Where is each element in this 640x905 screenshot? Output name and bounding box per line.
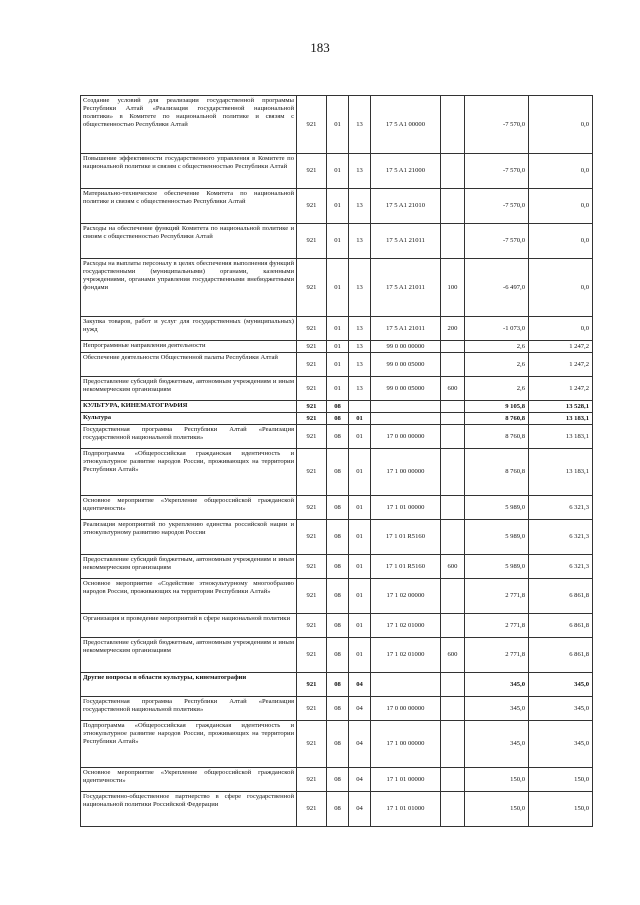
- row-amount-year2: 0,0: [529, 154, 593, 189]
- row-subsection-code: 13: [349, 224, 371, 259]
- row-target-article: 17 1 00 00000: [371, 721, 441, 768]
- row-subsection-code: 13: [349, 259, 371, 317]
- row-amount-year1: 345,0: [465, 673, 529, 697]
- row-name: Культура: [81, 413, 297, 425]
- table-row: [81, 353, 593, 377]
- row-section-code: 08: [327, 614, 349, 638]
- row-name: Другие вопросы в области культуры, кинематографии: [81, 673, 297, 697]
- row-section-code: 08: [327, 401, 349, 413]
- row-expense-type: [441, 673, 465, 697]
- row-target-article: 17 1 02 01000: [371, 638, 441, 673]
- row-ved-code: 921: [297, 401, 327, 413]
- row-target-article: 99 0 00 05000: [371, 377, 441, 401]
- row-amount-year1: 8 760,8: [465, 413, 529, 425]
- row-amount-year2: 6 861,8: [529, 638, 593, 673]
- row-subsection-code: 04: [349, 768, 371, 792]
- table-row: [81, 224, 593, 259]
- row-amount-year1: 5 989,0: [465, 520, 529, 555]
- row-expense-type: 600: [441, 377, 465, 401]
- table-row: [81, 520, 593, 555]
- row-expense-type: 200: [441, 317, 465, 341]
- row-expense-type: [441, 154, 465, 189]
- table-row: [81, 555, 593, 579]
- row-expense-type: 100: [441, 259, 465, 317]
- row-subsection-code: 13: [349, 341, 371, 353]
- row-subsection-code: 04: [349, 697, 371, 721]
- row-name: Материально-техническое обеспечение Комитета по национальной политике и связям с общественностью Республики Алтай: [81, 189, 297, 224]
- table-row: [81, 425, 593, 449]
- row-section-code: 01: [327, 224, 349, 259]
- row-expense-type: [441, 721, 465, 768]
- row-amount-year2: 345,0: [529, 721, 593, 768]
- row-name: Государственная программа Республики Алтай «Реализация государственной национальной политики»: [81, 697, 297, 721]
- row-expense-type: [441, 792, 465, 827]
- row-section-code: 01: [327, 189, 349, 224]
- row-amount-year1: 345,0: [465, 697, 529, 721]
- row-ved-code: 921: [297, 259, 327, 317]
- row-section-code: 01: [327, 154, 349, 189]
- row-amount-year2: 0,0: [529, 259, 593, 317]
- row-name: Расходы на выплаты персоналу в целях обеспечения выполнения функций государственными (муниципальными) органами, казенными учреждениями, органами управления государственными внебюджетными фондами: [81, 259, 297, 317]
- table-row: [81, 496, 593, 520]
- row-section-code: 08: [327, 721, 349, 768]
- row-ved-code: 921: [297, 154, 327, 189]
- row-amount-year2: 0,0: [529, 317, 593, 341]
- row-subsection-code: 04: [349, 792, 371, 827]
- row-expense-type: [441, 353, 465, 377]
- row-name: Предоставление субсидий бюджетным, автономным учреждениям и иным некоммерческим организациям: [81, 638, 297, 673]
- row-name: Непрограммные направления деятельности: [81, 341, 297, 353]
- row-target-article: [371, 401, 441, 413]
- table-row: [81, 768, 593, 792]
- row-expense-type: [441, 520, 465, 555]
- row-target-article: 17 0 00 00000: [371, 425, 441, 449]
- row-section-code: 08: [327, 496, 349, 520]
- row-name: Подпрограмма «Общероссийская гражданская идентичность и этнокультурное развитие народов России, проживающих на территории Республики Алтай»: [81, 721, 297, 768]
- row-subsection-code: [349, 401, 371, 413]
- row-ved-code: 921: [297, 579, 327, 614]
- row-amount-year2: 6 861,8: [529, 614, 593, 638]
- row-amount-year2: 13 528,1: [529, 401, 593, 413]
- table-row: [81, 792, 593, 827]
- row-name: Подпрограмма «Общероссийская гражданская идентичность и этнокультурное развитие народов России, проживающих на территории Республики Алтай»: [81, 449, 297, 496]
- row-target-article: [371, 673, 441, 697]
- row-amount-year2: 13 183,1: [529, 449, 593, 496]
- table-row: [81, 377, 593, 401]
- row-subsection-code: 01: [349, 638, 371, 673]
- row-name: Повышение эффективности государственного управления в Комитете по национальной политике и связям с общественностью Республики Алтай: [81, 154, 297, 189]
- row-amount-year2: 13 183,1: [529, 413, 593, 425]
- row-expense-type: 600: [441, 555, 465, 579]
- row-ved-code: 921: [297, 96, 327, 154]
- row-amount-year1: 9 105,8: [465, 401, 529, 413]
- row-amount-year2: 345,0: [529, 673, 593, 697]
- row-target-article: 17 5 A1 21011: [371, 317, 441, 341]
- budget-table: [80, 95, 593, 827]
- row-target-article: 99 0 00 00000: [371, 341, 441, 353]
- row-expense-type: [441, 768, 465, 792]
- row-amount-year1: 2,6: [465, 353, 529, 377]
- table-row: [81, 413, 593, 425]
- row-subsection-code: 01: [349, 425, 371, 449]
- page-number: 183: [310, 40, 330, 55]
- row-subsection-code: 01: [349, 496, 371, 520]
- row-ved-code: 921: [297, 353, 327, 377]
- table-row: [81, 401, 593, 413]
- table-row: [81, 154, 593, 189]
- row-expense-type: [441, 449, 465, 496]
- row-section-code: 01: [327, 377, 349, 401]
- row-subsection-code: 01: [349, 555, 371, 579]
- row-target-article: 17 1 02 00000: [371, 579, 441, 614]
- row-amount-year2: 6 321,3: [529, 520, 593, 555]
- row-amount-year1: 2 771,8: [465, 614, 529, 638]
- row-name: Предоставление субсидий бюджетным, автономным учреждениям и иным некоммерческим организациям: [81, 377, 297, 401]
- row-subsection-code: 13: [349, 189, 371, 224]
- row-target-article: 17 1 01 01000: [371, 792, 441, 827]
- table-row: [81, 697, 593, 721]
- row-expense-type: [441, 413, 465, 425]
- row-subsection-code: 13: [349, 96, 371, 154]
- row-name: КУЛЬТУРА, КИНЕМАТОГРАФИЯ: [81, 401, 297, 413]
- row-amount-year2: 6 861,8: [529, 579, 593, 614]
- row-target-article: 17 5 A1 21010: [371, 189, 441, 224]
- row-section-code: 08: [327, 673, 349, 697]
- row-amount-year2: 345,0: [529, 697, 593, 721]
- row-name: Основное мероприятие «Укрепление общероссийской гражданской идентичности»: [81, 496, 297, 520]
- row-ved-code: 921: [297, 496, 327, 520]
- row-section-code: 08: [327, 425, 349, 449]
- row-section-code: 01: [327, 317, 349, 341]
- row-name: Создание условий для реализации государственной программы Республики Алтай «Реализация государственной национальной политики» в Комитете по национальной политике и связям с общественностью Республики Алтай: [81, 96, 297, 154]
- row-amount-year1: 5 989,0: [465, 496, 529, 520]
- row-section-code: 01: [327, 353, 349, 377]
- row-section-code: 08: [327, 638, 349, 673]
- row-subsection-code: 13: [349, 154, 371, 189]
- row-subsection-code: 01: [349, 449, 371, 496]
- row-ved-code: 921: [297, 792, 327, 827]
- row-amount-year1: 150,0: [465, 768, 529, 792]
- table-row: [81, 259, 593, 317]
- table-row: [81, 638, 593, 673]
- row-target-article: 17 5 A1 21011: [371, 259, 441, 317]
- row-ved-code: 921: [297, 224, 327, 259]
- row-ved-code: 921: [297, 449, 327, 496]
- table-row: [81, 614, 593, 638]
- row-ved-code: 921: [297, 555, 327, 579]
- row-target-article: 17 0 00 00000: [371, 697, 441, 721]
- row-amount-year1: 8 760,8: [465, 449, 529, 496]
- row-section-code: 08: [327, 449, 349, 496]
- row-section-code: 08: [327, 768, 349, 792]
- row-ved-code: 921: [297, 697, 327, 721]
- row-amount-year2: 0,0: [529, 224, 593, 259]
- row-amount-year2: 6 321,3: [529, 555, 593, 579]
- row-subsection-code: 13: [349, 317, 371, 341]
- row-target-article: 17 1 01 00000: [371, 768, 441, 792]
- row-target-article: 17 1 01 00000: [371, 496, 441, 520]
- row-expense-type: [441, 496, 465, 520]
- row-expense-type: 600: [441, 638, 465, 673]
- row-target-article: 99 0 00 05000: [371, 353, 441, 377]
- row-subsection-code: 01: [349, 520, 371, 555]
- row-target-article: 17 5 A1 21000: [371, 154, 441, 189]
- table-row: [81, 579, 593, 614]
- row-name: Обеспечение деятельности Общественной палаты Республики Алтай: [81, 353, 297, 377]
- row-amount-year1: 8 760,8: [465, 425, 529, 449]
- row-name: Государственная программа Республики Алтай «Реализация государственной национальной политики»: [81, 425, 297, 449]
- row-subsection-code: 01: [349, 614, 371, 638]
- row-amount-year2: 150,0: [529, 768, 593, 792]
- row-section-code: 01: [327, 96, 349, 154]
- row-ved-code: 921: [297, 341, 327, 353]
- row-amount-year1: 2 771,8: [465, 579, 529, 614]
- row-ved-code: 921: [297, 721, 327, 768]
- row-ved-code: 921: [297, 673, 327, 697]
- row-amount-year1: -7 570,0: [465, 96, 529, 154]
- row-amount-year2: 0,0: [529, 189, 593, 224]
- row-target-article: 17 5 A1 00000: [371, 96, 441, 154]
- row-expense-type: [441, 614, 465, 638]
- row-amount-year1: 345,0: [465, 721, 529, 768]
- row-name: Реализация мероприятий по укреплению единства российской нации и этнокультурному развитию народов России: [81, 520, 297, 555]
- row-name: Закупка товаров, работ и услуг для государственных (муниципальных) нужд: [81, 317, 297, 341]
- row-amount-year1: 150,0: [465, 792, 529, 827]
- row-expense-type: [441, 189, 465, 224]
- row-section-code: 01: [327, 341, 349, 353]
- row-name: Государственно-общественное партнерство в сфере государственной национальной политики Российской Федерации: [81, 792, 297, 827]
- row-target-article: 17 1 01 R5160: [371, 520, 441, 555]
- row-expense-type: [441, 697, 465, 721]
- row-section-code: 01: [327, 259, 349, 317]
- row-amount-year1: 2 771,8: [465, 638, 529, 673]
- row-section-code: 08: [327, 697, 349, 721]
- row-amount-year2: 6 321,3: [529, 496, 593, 520]
- row-target-article: 17 1 00 00000: [371, 449, 441, 496]
- row-ved-code: 921: [297, 189, 327, 224]
- row-ved-code: 921: [297, 768, 327, 792]
- row-section-code: 08: [327, 413, 349, 425]
- row-expense-type: [441, 224, 465, 259]
- row-expense-type: [441, 425, 465, 449]
- row-subsection-code: 13: [349, 353, 371, 377]
- row-amount-year2: 1 247,2: [529, 377, 593, 401]
- row-amount-year1: -7 570,0: [465, 189, 529, 224]
- row-expense-type: [441, 401, 465, 413]
- row-target-article: 17 1 01 R5160: [371, 555, 441, 579]
- row-name: Предоставление субсидий бюджетным, автономным учреждениям и иным некоммерческим организациям: [81, 555, 297, 579]
- row-amount-year1: -7 570,0: [465, 224, 529, 259]
- table-row: [81, 341, 593, 353]
- row-name: Основное мероприятие «Укрепление общероссийской гражданской идентичности»: [81, 768, 297, 792]
- row-ved-code: 921: [297, 425, 327, 449]
- table-row: [81, 317, 593, 341]
- row-target-article: 17 5 A1 21011: [371, 224, 441, 259]
- row-amount-year2: 0,0: [529, 96, 593, 154]
- row-target-article: [371, 413, 441, 425]
- table-row: [81, 449, 593, 496]
- table-row: [81, 189, 593, 224]
- row-amount-year1: 5 989,0: [465, 555, 529, 579]
- row-name: Основное мероприятие «Содействие этнокультурному многообразию народов России, проживающих на территории Республики Алтай»: [81, 579, 297, 614]
- row-subsection-code: 04: [349, 673, 371, 697]
- row-expense-type: [441, 341, 465, 353]
- row-ved-code: 921: [297, 317, 327, 341]
- table-row: [81, 721, 593, 768]
- row-name: Расходы на обеспечение функций Комитета по национальной политике и связям с общественностью Республики Алтай: [81, 224, 297, 259]
- row-amount-year1: -7 570,0: [465, 154, 529, 189]
- row-amount-year2: 150,0: [529, 792, 593, 827]
- row-amount-year1: -6 497,0: [465, 259, 529, 317]
- row-section-code: 08: [327, 555, 349, 579]
- row-amount-year2: 1 247,2: [529, 353, 593, 377]
- row-amount-year1: 2,6: [465, 341, 529, 353]
- row-ved-code: 921: [297, 614, 327, 638]
- row-ved-code: 921: [297, 413, 327, 425]
- row-subsection-code: 01: [349, 413, 371, 425]
- row-section-code: 08: [327, 520, 349, 555]
- row-name: Организация и проведение мероприятий в сфере национальной политики: [81, 614, 297, 638]
- row-subsection-code: 13: [349, 377, 371, 401]
- row-section-code: 08: [327, 792, 349, 827]
- row-amount-year1: -1 073,0: [465, 317, 529, 341]
- row-amount-year2: 13 183,1: [529, 425, 593, 449]
- row-subsection-code: 01: [349, 579, 371, 614]
- table-row: [81, 673, 593, 697]
- row-ved-code: 921: [297, 638, 327, 673]
- row-subsection-code: 04: [349, 721, 371, 768]
- table-row: [81, 96, 593, 154]
- row-amount-year1: 2,6: [465, 377, 529, 401]
- table-body: [81, 96, 593, 827]
- row-expense-type: [441, 579, 465, 614]
- row-target-article: 17 1 02 01000: [371, 614, 441, 638]
- row-ved-code: 921: [297, 377, 327, 401]
- row-ved-code: 921: [297, 520, 327, 555]
- row-expense-type: [441, 96, 465, 154]
- row-section-code: 08: [327, 579, 349, 614]
- row-amount-year2: 1 247,2: [529, 341, 593, 353]
